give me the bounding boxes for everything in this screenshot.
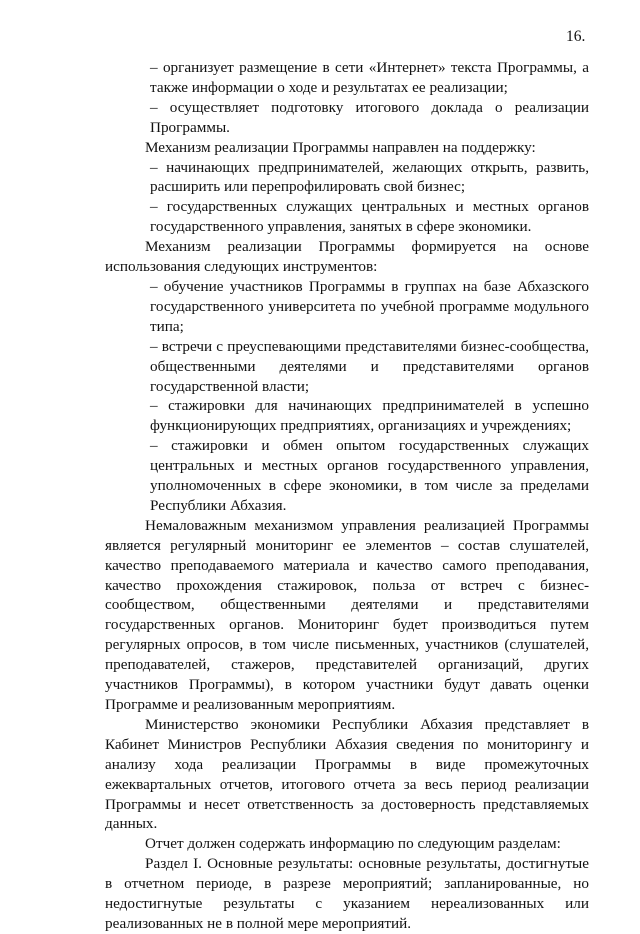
paragraph-monitoring: Немаловажным механизмом управления реализацией Программы является регулярный мониторинг ее элементов – состав слушателей, качество преподаваемого материала и качество самого преподавания, качество прохождения стажировок, польза от встреч с бизнес-сообществом, общественными деятелями и представителями государственных органов. Мониторинг будет производиться путем регулярных опросов, в том числе письменных, участников (слушателей, преподавателей, стажеров, представителей организаций, других участников Программы), в котором участники будут давать оценки Программе и реализованным мероприятиям. <box>105 516 589 713</box>
paragraph-ministry-reporting: Министерство экономики Республики Абхазия представляет в Кабинет Министров Республики Абхазия сведения по мониторингу и анализу хода реализации Программы в виде промежуточных ежеквартальных отчетов, итогового отчета за весь период реализации Программы и несет ответственность за достоверность представляемых данных. <box>105 715 589 833</box>
paragraph-civil-servants: – государственных служащих центральных и местных органов государственного управления, занятых в сфере экономики. <box>150 198 589 236</box>
paragraph-entrepreneurs: – начинающих предпринимателей, желающих открыть, развить, расширить или перепрофилировать свой бизнес; <box>150 158 589 196</box>
paragraph-instruments: Механизм реализации Программы формируется на основе использования следующих инструментов: <box>105 238 589 276</box>
paragraph-training: – обучение участников Программы в группах на базе Абхазского государственного университета по учебной программе модульного типа; <box>150 277 589 335</box>
page-number: 16. <box>566 28 586 45</box>
paragraph-final-report: – осуществляет подготовку итогового доклада о реализации Программы. <box>150 98 589 136</box>
paragraph-report-sections: Отчет должен содержать информацию по следующим разделам: <box>145 835 561 853</box>
paragraph-site-publication: – организует размещение в сети «Интернет» текста Программы, а также информации о ходе и результатах ее реализации; <box>150 59 589 96</box>
paragraph-support-mechanism: Механизм реализации Программы направлен на поддержку: <box>145 138 536 156</box>
paragraph-section-one: Раздел I. Основные результаты: основные результаты, достигнутые в отчетном периоде, в разрезе мероприятий; запланированные, но недостигнутые результаты с указанием нереализованных или реализованных не в полной мере мероприятий. <box>105 855 589 932</box>
paragraph-experience-exchange: – стажировки и обмен опытом государственных служащих центральных и местных органов государственного управления, уполномоченных в сфере экономики, в том числе за пределами Республики Абхазия. <box>150 437 589 514</box>
document-body <box>105 58 589 934</box>
paragraph-meetings: – встречи с преуспевающими представителями бизнес-сообщества, общественными деятелями и представителями органов государственной власти; <box>150 337 589 395</box>
paragraph-internships: – стажировки для начинающих предпринимателей в успешно функционирующих предприятиях, организациях и учреждениях; <box>150 397 589 435</box>
